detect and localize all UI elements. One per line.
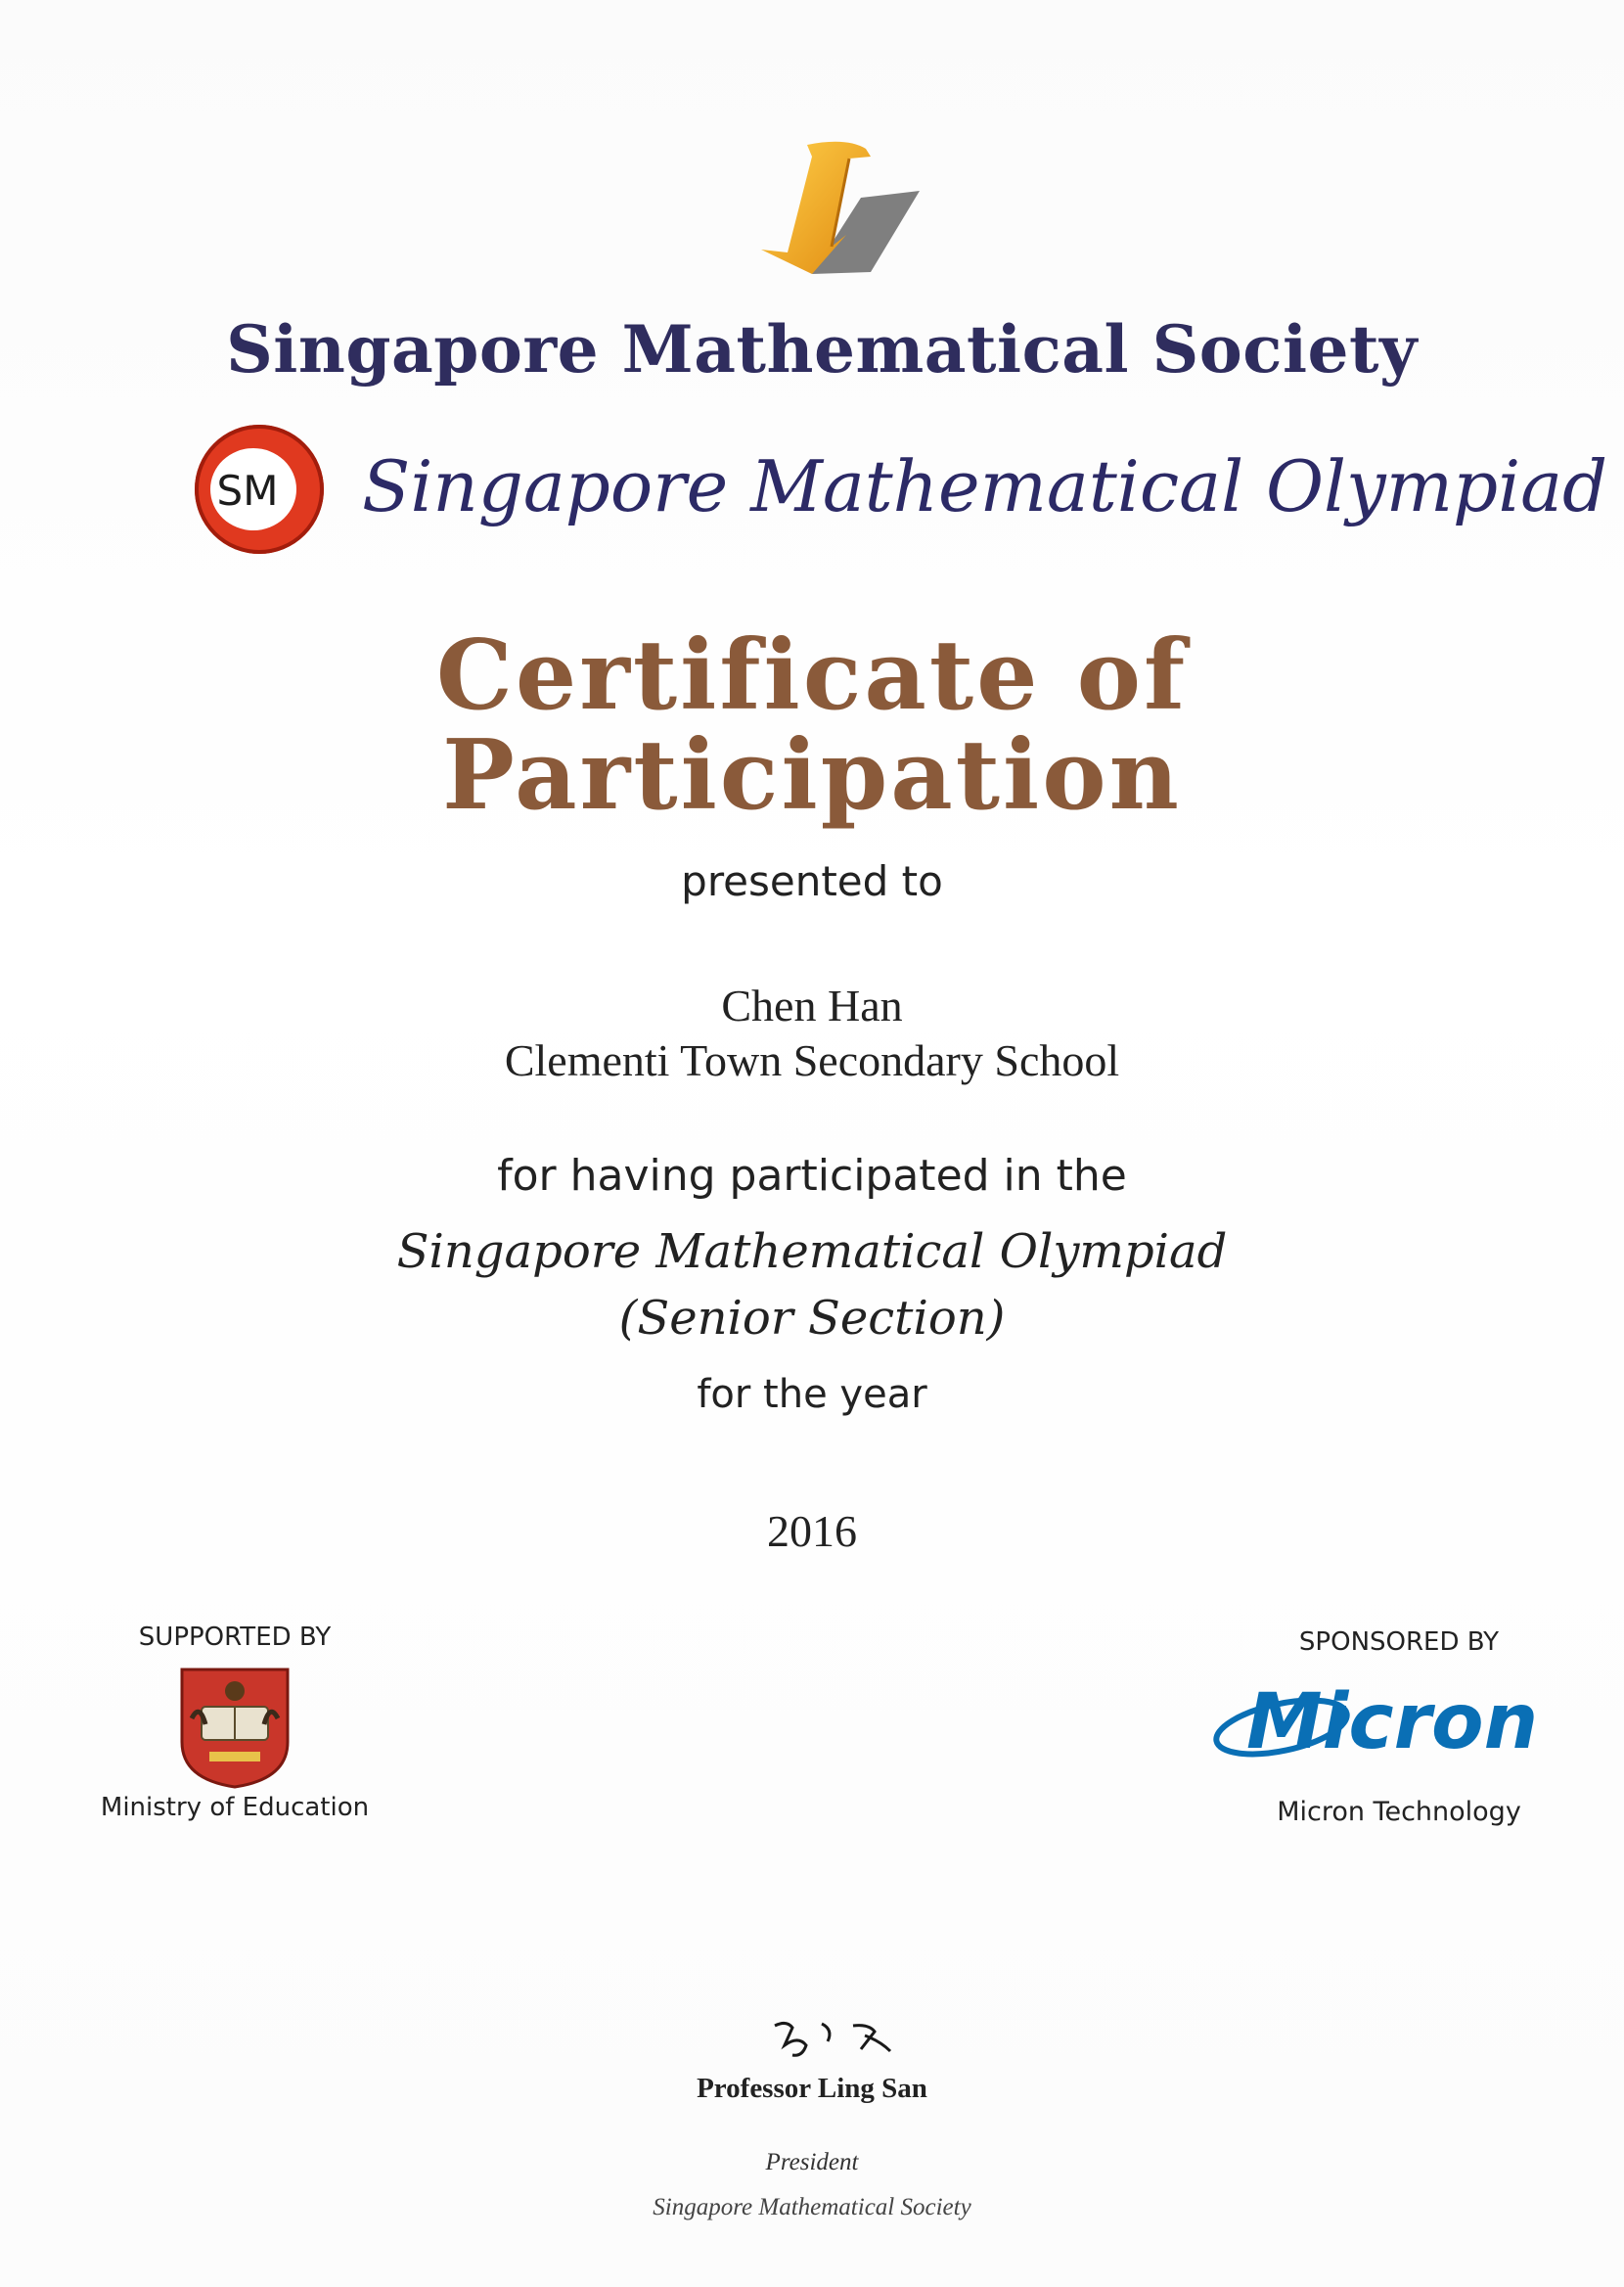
sm-logo-text: SM: [216, 467, 279, 515]
recipient-block: [0, 979, 1624, 1088]
sponsor-name: Micron Technology: [1277, 1797, 1521, 1827]
society-name: Singapore Mathematical Society: [226, 311, 1418, 388]
participation-text: for having participated in the: [497, 1151, 1127, 1201]
sponsored-by-label: SPONSORED BY: [1298, 1627, 1500, 1657]
event-block: [0, 1218, 1624, 1351]
micron-logo: [1213, 1673, 1575, 1771]
moe-crest-icon: [176, 1664, 293, 1791]
signature-mark: [763, 2006, 929, 2075]
recipient-school: Clementi Town Secondary School: [504, 1035, 1120, 1085]
recipient-name: Chen Han: [721, 981, 903, 1030]
event-section: (Senior Section): [618, 1291, 1006, 1346]
certificate-title-line2: Participation: [442, 719, 1182, 832]
scroll-logo-icon: [753, 137, 929, 284]
event-name: Singapore Mathematical Olympiad: [396, 1224, 1228, 1279]
for-year-text: for the year: [697, 1372, 927, 1417]
certificate-year: 2016: [767, 1506, 857, 1556]
presented-to-text: presented to: [681, 857, 943, 905]
signatory-title: President: [765, 2149, 859, 2175]
signatory-organization: Singapore Mathematical Society: [653, 2194, 971, 2220]
certificate-title: [0, 619, 1624, 832]
micron-logo-text: Micron: [1246, 1678, 1539, 1766]
sm-olympiad-logo: [191, 421, 328, 558]
supporter-name: Ministry of Education: [100, 1793, 370, 1822]
certificate-title-line1: Certificate of: [435, 619, 1189, 732]
signatory-name: Professor Ling San: [697, 2073, 927, 2104]
olympiad-name: Singapore Mathematical Olympiad: [362, 445, 1608, 527]
supported-by-label: SUPPORTED BY: [138, 1623, 332, 1652]
